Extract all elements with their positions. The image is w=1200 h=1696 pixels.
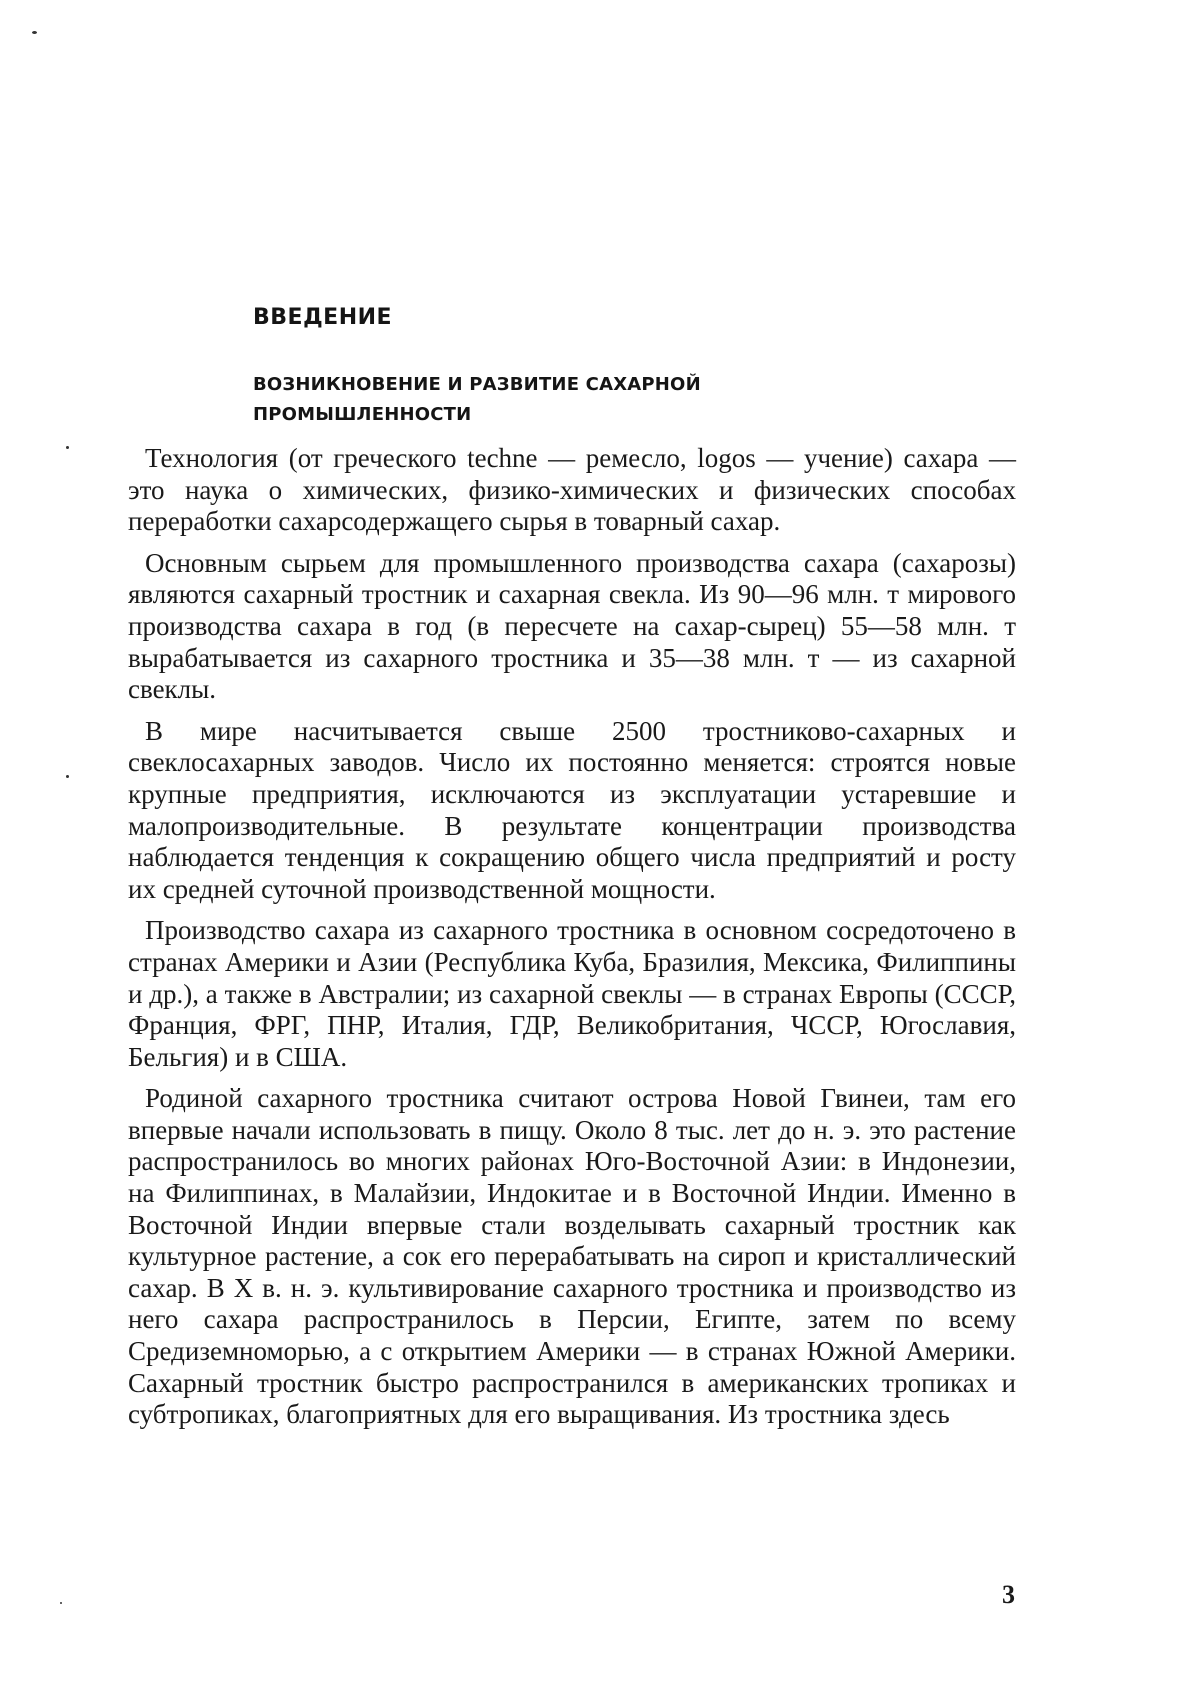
paragraph: Производство сахара из сахарного тростника в основном сосредоточено в странах Америки и Азии (Республика Куба, Бразилия, Мексика, Филиппины и др.), а также в Австралии; из сахарной свеклы — в странах Европы (СССР, Франция, ФРГ, ПНР, Италия, ГДР, Великобритания, ЧССР, Югославия, Бельгия) и в США.	[128, 915, 1016, 1072]
paragraph: Родиной сахарного тростника считают острова Новой Гвинеи, там его впервые начали использовать в пищу. Около 8 тыс. лет до н. э. это растение распространилось во многих районах Юго-Восточной Азии: в Индонезии, на Филиппинах, в Малайзии, Индокитае и в Восточной Индии. Именно в Восточной Индии впервые стали возделывать сахарный тростник как культурное растение, а сок его перерабатывать на сироп и кристаллический сахар. В X в. н. э. культивирование сахарного тростника и производство из него сахара распространилось в Персии, Египте, затем по всему Средиземноморью, а с открытием Америки — в странах Южной Америки. Сахарный тростник быстро распространился в американских тропиках и субтропиках, благоприятных для его выращивания. Из тростника здесь	[128, 1083, 1016, 1430]
section-title: ВОЗНИКНОВЕНИЕ И РАЗВИТИЕ САХАРНОЙ ПРОМЫШЛЕННОСТИ	[253, 374, 701, 425]
chapter-title: ВВЕДЕНИЕ	[253, 305, 393, 330]
body-text	[128, 443, 1016, 1441]
scan-speck	[60, 1602, 62, 1604]
scan-speck	[66, 446, 69, 449]
paragraph: Основным сырьем для промышленного производства сахара (сахарозы) являются сахарный тростник и сахарная свекла. Из 90—96 млн. т мирового производства сахара в год (в пересчете на сахар-сырец) 55—58 млн. т вырабатывается из сахарного тростника и 35—38 млн. т — из сахарной свеклы.	[128, 547, 1016, 705]
paragraph: В мире насчитывается свыше 2500 тростниково-сахарных и свеклосахарных заводов. Число их постоянно меняется: строятся новые крупные предприятия, исключаются из эксплуатации устаревшие и малопроизводительные. В результате концентрации производства наблюдается тенденция к сокращению общего числа предприятий и росту их средней суточной производственной мощности.	[128, 715, 1016, 904]
page-number: 3	[1002, 1580, 1015, 1609]
scan-speck	[66, 775, 69, 778]
paragraph: Технология (от греческого techne — ремесло, logos — учение) сахара — это наука о химических, физико-химических и физических способах переработки сахарсодержащего сырья в товарный сахар.	[128, 443, 1016, 537]
scan-speck	[32, 31, 37, 34]
